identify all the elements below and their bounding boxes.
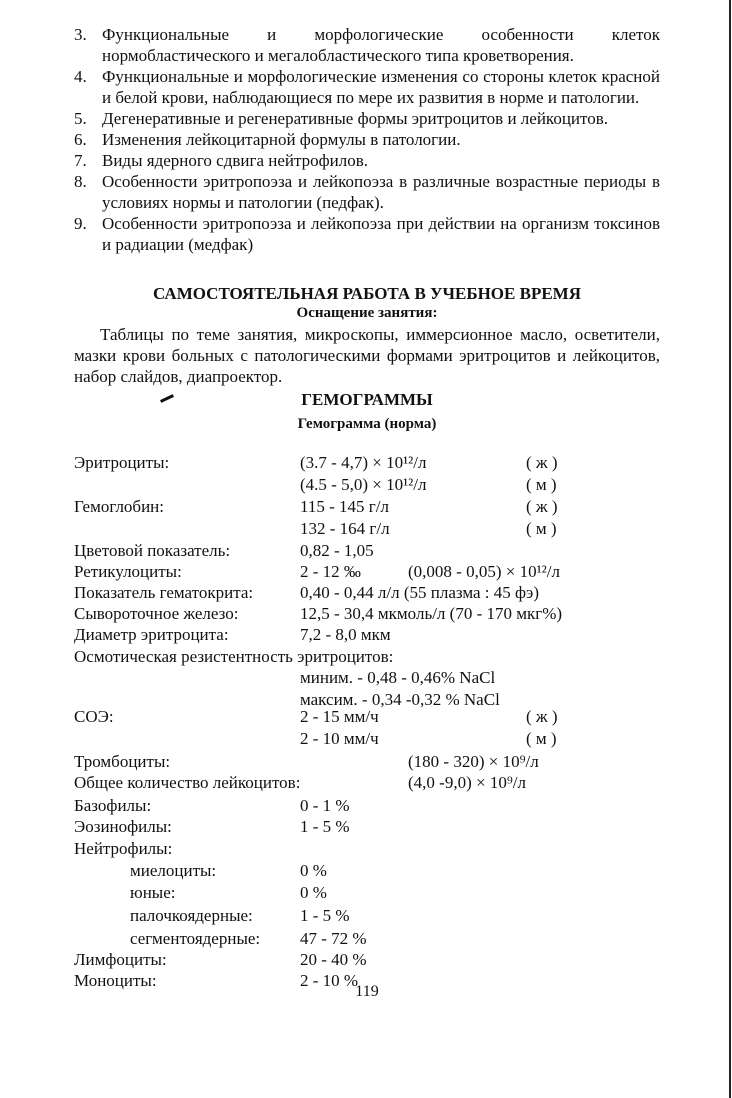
list-item: [74, 213, 660, 255]
section-title: САМОСТОЯТЕЛЬНАЯ РАБОТА В УЧЕБНОЕ ВРЕМЯ: [152, 284, 581, 303]
hemogram-row: [74, 795, 674, 816]
equipment-title: Оснащение занятия:: [296, 305, 438, 321]
hemogram-row: [74, 882, 674, 903]
list-number: 4.: [74, 67, 87, 86]
hemogram-row: [74, 646, 674, 667]
row-value: 0,82 - 1,05: [300, 541, 374, 560]
hemogram-row: [74, 816, 674, 837]
row-label: Цветовой показатель:: [74, 541, 231, 560]
page-edge-line: [729, 0, 731, 1098]
hemogram-row: [74, 728, 674, 749]
hemogram-row: [74, 582, 674, 603]
row-sex-marker: ( м ): [526, 729, 557, 748]
list-number: 8.: [74, 172, 87, 191]
list-number: 7.: [74, 151, 87, 170]
row-sex-marker: ( ж ): [526, 497, 558, 516]
hemogram-row: [74, 603, 674, 624]
list-text: Функциональные и морфологические особенности клеток нормобластического и мегалобластического типа кроветворения.: [102, 25, 660, 65]
row-label: Осмотическая резистентность эритроцитов:: [74, 647, 394, 666]
hemogram-row: [74, 496, 674, 517]
row-value: 2 - 12 ‰: [300, 562, 361, 581]
row-label: Тромбоциты:: [74, 752, 171, 771]
list-number: 5.: [74, 109, 87, 128]
list-item: [74, 24, 660, 66]
row-value: 7,2 - 8,0 мкм: [300, 625, 391, 644]
row-value: 2 - 15 мм/ч: [300, 707, 379, 726]
row-label: Гемоглобин:: [74, 497, 164, 516]
hemogram-subtitle: Гемограмма (норма): [297, 416, 437, 432]
row-sex-marker: ( м ): [526, 475, 557, 494]
hemogram-row: [74, 561, 674, 582]
hemogram-row: [74, 905, 674, 926]
row-sex-marker: ( ж ): [526, 707, 558, 726]
row-label: Ретикулоциты:: [74, 562, 182, 581]
hemogram-row: [74, 838, 674, 859]
row-value: 0 - 1 %: [300, 796, 350, 815]
row-value: 1 - 5 %: [300, 817, 350, 836]
row-sex-marker: ( ж ): [526, 453, 558, 472]
row-value: 12,5 - 30,4 мкмоль/л (70 - 170 мкг%): [300, 604, 563, 623]
row-label: Эритроциты:: [74, 453, 170, 472]
row-label: юные:: [130, 883, 176, 902]
list-item: [74, 129, 660, 150]
row-label: Общее количество лейкоцитов:: [74, 773, 301, 792]
hemogram-row: [74, 474, 674, 495]
hemogram-row: [74, 624, 674, 645]
row-value: (3.7 - 4,7) × 10¹²/л: [300, 453, 427, 472]
row-value: 0 %: [300, 883, 327, 902]
row-label: Сывороточное железо:: [74, 604, 239, 623]
row-extra-value: (4,0 -9,0) × 10⁹/л: [408, 773, 526, 792]
row-value: 1 - 5 %: [300, 906, 350, 925]
page-number: 119: [355, 983, 379, 1000]
row-value: 47 - 72 %: [300, 929, 367, 948]
row-value: максим. - 0,34 -0,32 % NaCl: [300, 690, 500, 709]
list-text: Дегенеративные и регенеративные формы эритроцитов и лейкоцитов.: [102, 109, 609, 128]
list-item: [74, 66, 660, 108]
list-text: Изменения лейкоцитарной формулы в патологии.: [102, 130, 461, 149]
row-value: 2 - 10 %: [300, 971, 359, 990]
list-text: Виды ядерного сдвига нейтрофилов.: [102, 151, 369, 170]
row-value: 132 - 164 г/л: [300, 519, 390, 538]
row-label: миелоциты:: [130, 861, 217, 880]
list-number: 3.: [74, 25, 87, 44]
list-item: [74, 108, 660, 129]
row-label: Нейтрофилы:: [74, 839, 173, 858]
row-label: палочкоядерные:: [130, 906, 253, 925]
row-value: 0 %: [300, 861, 327, 880]
row-label: сегментоядерные:: [130, 929, 261, 948]
row-value: миним. - 0,48 - 0,46% NaCl: [300, 668, 496, 687]
hemogram-row: [74, 772, 674, 793]
row-value: (4.5 - 5,0) × 10¹²/л: [300, 475, 427, 494]
list-text: Особенности эритропоэза и лейкопоэза при действии на организм токсинов и радиации (медфак): [102, 214, 660, 254]
list-number: 6.: [74, 130, 87, 149]
hemogram-row: [74, 928, 674, 949]
list-number: 9.: [74, 214, 87, 233]
row-value: 0,40 - 0,44 л/л (55 плазма : 45 фэ): [300, 583, 539, 602]
hemogram-row: [74, 540, 674, 561]
row-value: 2 - 10 мм/ч: [300, 729, 379, 748]
hemogram-row: [74, 706, 674, 727]
row-sex-marker: ( м ): [526, 519, 557, 538]
row-label: Диаметр эритроцита:: [74, 625, 229, 644]
row-label: Базофилы:: [74, 796, 152, 815]
hemograms-heading: ГЕМОГРАММЫ: [301, 390, 433, 409]
question-list: [74, 24, 660, 255]
row-value: 20 - 40 %: [300, 950, 367, 969]
hemogram-row: [74, 667, 674, 688]
row-label: Лимфоциты:: [74, 950, 167, 969]
row-extra-value: (0,008 - 0,05) × 10¹²/л: [408, 562, 560, 581]
row-extra-value: (180 - 320) × 10⁹/л: [408, 752, 539, 771]
list-item: [74, 150, 660, 171]
row-label: Эозинофилы:: [74, 817, 172, 836]
row-label: Показатель гематокрита:: [74, 583, 254, 602]
row-label: Моноциты:: [74, 971, 157, 990]
row-value: 115 - 145 г/л: [300, 497, 389, 516]
equipment-paragraph: Таблицы по теме занятия, микроскопы, иммерсионное масло, осветители, мазки крови больных с патологическими формами эритроцитов и лейкоцитов, набор слайдов, диапроектор.: [74, 325, 660, 386]
hemogram-row: [74, 518, 674, 539]
hemogram-row: [74, 860, 674, 881]
list-text: Функциональные и морфологические изменения со стороны клеток красной и белой крови, наблюдающиеся по мере их развития в норме и патологии.: [102, 67, 660, 107]
row-label: СОЭ:: [74, 707, 114, 726]
hemogram-row: [74, 452, 674, 473]
hemogram-row: [74, 949, 674, 970]
list-text: Особенности эритропоэза и лейкопоэза в различные возрастные периоды в условиях нормы и патологии (педфак).: [102, 172, 660, 212]
hemogram-row: [74, 751, 674, 772]
list-item: [74, 171, 660, 213]
